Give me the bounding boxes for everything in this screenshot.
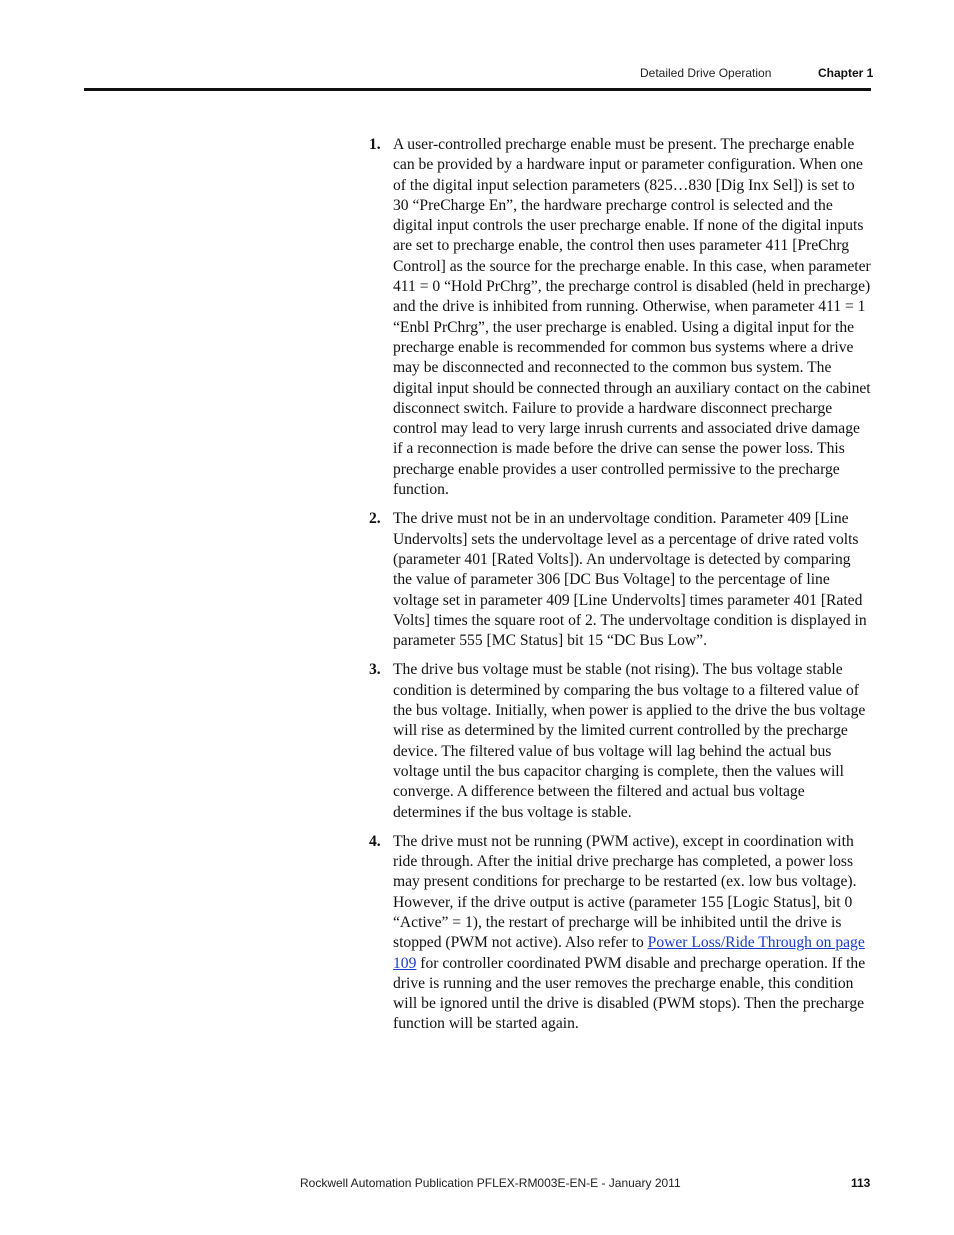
list-item [369,660,871,822]
content-body [369,135,871,1044]
cross-reference-link[interactable]: Power Loss/Ride Through on page 109 [393,934,865,972]
header-rule [84,88,871,91]
page-number: 113 [851,1176,871,1190]
list-item-text-before-link: The drive must not be running (PWM active), except in coordination with ride through. After the initial drive precharge has completed, a power loss may present conditions for precharge to be restarted (ex. low bus voltage). However, if the drive output is active (parameter 155 [Logic Status], bit 0 “Active” = 1), the restart of precharge will be inhibited until the drive is stopped (PWM not active). Also refer to [393,832,857,952]
list-item [369,135,871,500]
list-item [369,832,871,1035]
running-header-section: Detailed Drive Operation [640,66,772,80]
list-item-number: 2. [369,510,381,528]
list-item-number: 3. [369,661,381,679]
list-item-text-after-link: for controller coordinated PWM disable and precharge operation. If the drive is running and the user removes the precharge enable, this condition will be ignored until the drive is disabled (PWM stops). Then the precharge function will be started again. [393,954,866,1033]
list-item-text: The drive must not be in an undervoltage condition. Parameter 409 [Line Undervolts] sets the undervoltage level as a percentage of drive rated volts (parameter 401 [Rated Volts]). An undervoltage is detected by comparing the value of parameter 306 [DC Bus Voltage] to the percentage of line voltage set in parameter 409 [Line Undervolts] times parameter 401 [Rated Volts] times the square root of 2. The undervoltage condition is displayed in parameter 555 [MC Status] bit 15 “DC Bus Low”. [393,510,867,650]
list-item-text: A user-controlled precharge enable must be present. The precharge enable can be provided by a hardware input or parameter configuration. When one of the digital input selection parameters (825…830 [Dig Inx Sel]) is set to 30 “PreCharge En”, the hardware precharge control is selected and the digital input controls the user precharge enable. If none of the digital inputs are set to precharge enable, the control then uses parameter 411 [PreChrg Control] as the source for the precharge enable. In this case, when parameter 411 = 0 “Hold PrChrg”, the precharge control is disabled (held in precharge) and the drive is inhibited from running. Otherwise, when parameter 411 = 1 “Enbl PrChrg”, the user precharge is enabled. Using a digital input for the precharge enable is recommended for common bus systems where a drive may be disconnected and reconnected to the common bus system. The digital input should be connected through an auxiliary contact on the cabinet disconnect switch. Failure to provide a hardware disconnect precharge control may lead to very large inrush currents and associated drive damage if a reconnection is made before the drive can sense the power loss. This precharge enable provides a user controlled permissive to the precharge function. [393,136,871,499]
list-item-number: 4. [369,832,381,850]
list-item-number: 1. [369,136,381,153]
running-header-chapter: Chapter 1 [818,66,874,80]
list-item-text [393,832,871,1035]
list-item [369,509,871,651]
list-item-text: The drive bus voltage must be stable (not rising). The bus voltage stable condition is determined by comparing the bus voltage to a filtered value of the bus voltage. Initially, when power is applied to the drive the bus voltage will rise as determined by the limited current controlled by the precharge device. The filtered value of bus voltage will lag behind the actual bus voltage until the bus capacitor charging is complete, then the values will converge. A difference between the filtered and actual bus voltage determines if the bus voltage is stable. [393,661,866,821]
footer-publication: Rockwell Automation Publication PFLEX-RM003E-EN-E - January 2011 [300,1176,681,1190]
